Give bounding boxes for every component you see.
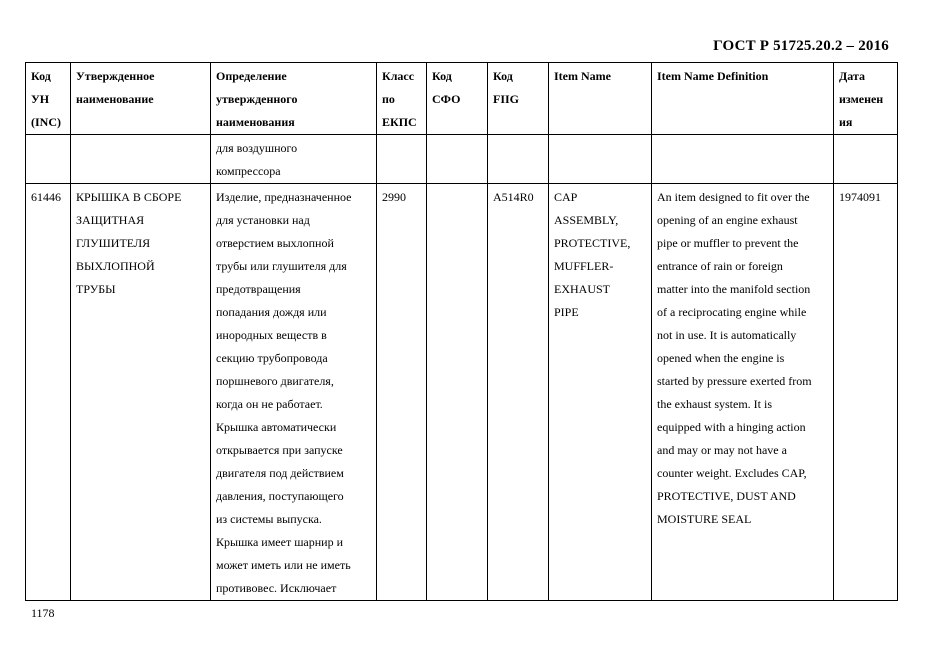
cell-definition-ru: Изделие, предназначенное для установки над отверстием выхлопной трубы или глушителя для предотвращения попадания дождя или инородных веществ в секцию трубопровода поршневого двигателя, когда он не работает. Крышка автоматически открывается при запуске двигателя под действием давления, поступающего из системы выпуска. Крышка имеет шарнир и может иметь или не иметь противовес. Исключает <box>211 184 377 601</box>
document-title: ГОСТ Р 51725.20.2 – 2016 <box>713 38 889 54</box>
cont-cell-fiig-code <box>488 135 549 184</box>
header-sfo-code: Код СФО <box>427 63 488 135</box>
cell-inc: 61446 <box>26 184 71 601</box>
cell-item-name: CAP ASSEMBLY, PROTECTIVE, MUFFLER- EXHAUST PIPE <box>549 184 652 601</box>
catalog-table <box>25 62 898 601</box>
cell-approved-name: КРЫШКА В СБОРЕ ЗАЩИТНАЯ ГЛУШИТЕЛЯ ВЫХЛОПНОЙ ТРУБЫ <box>71 184 211 601</box>
header-class: Класс по ЕКПС <box>377 63 427 135</box>
cell-sfo-code <box>427 184 488 601</box>
continuation-row <box>26 135 898 184</box>
cell-class: 2990 <box>377 184 427 601</box>
cont-cell-inc <box>26 135 71 184</box>
page-number: 1178 <box>31 606 55 620</box>
header-item-name: Item Name <box>549 63 652 135</box>
cell-fiig-code: A514R0 <box>488 184 549 601</box>
header-approved-name: Утвержденное наименование <box>71 63 211 135</box>
cell-item-name-definition: An item designed to fit over the opening of an engine exhaust pipe or muffler to prevent the entrance of rain or foreign matter into the manifold section of a reciprocating engine while not in use. It is automatically opened when the engine is started by pressure exerted from the exhaust system. It is equipped with a hinging action and may or may not have a counter weight. Excludes CAP, PROTECTIVE, DUST AND MOISTURE SEAL <box>652 184 834 601</box>
header-change-date: Дата изменен ия <box>834 63 898 135</box>
header-fiig-code: Код FIIG <box>488 63 549 135</box>
header-inc: Код УН (INC) <box>26 63 71 135</box>
cont-cell-definition-ru: для воздушного компрессора <box>211 135 377 184</box>
cont-cell-approved-name <box>71 135 211 184</box>
cont-cell-item-name-definition <box>652 135 834 184</box>
cont-cell-change-date <box>834 135 898 184</box>
cell-change-date: 1974091 <box>834 184 898 601</box>
header-row <box>26 63 898 135</box>
header-item-name-definition: Item Name Definition <box>652 63 834 135</box>
cont-cell-item-name <box>549 135 652 184</box>
table-row <box>26 184 898 601</box>
cont-cell-sfo-code <box>427 135 488 184</box>
header-definition-ru: Определение утвержденного наименования <box>211 63 377 135</box>
cont-cell-class <box>377 135 427 184</box>
